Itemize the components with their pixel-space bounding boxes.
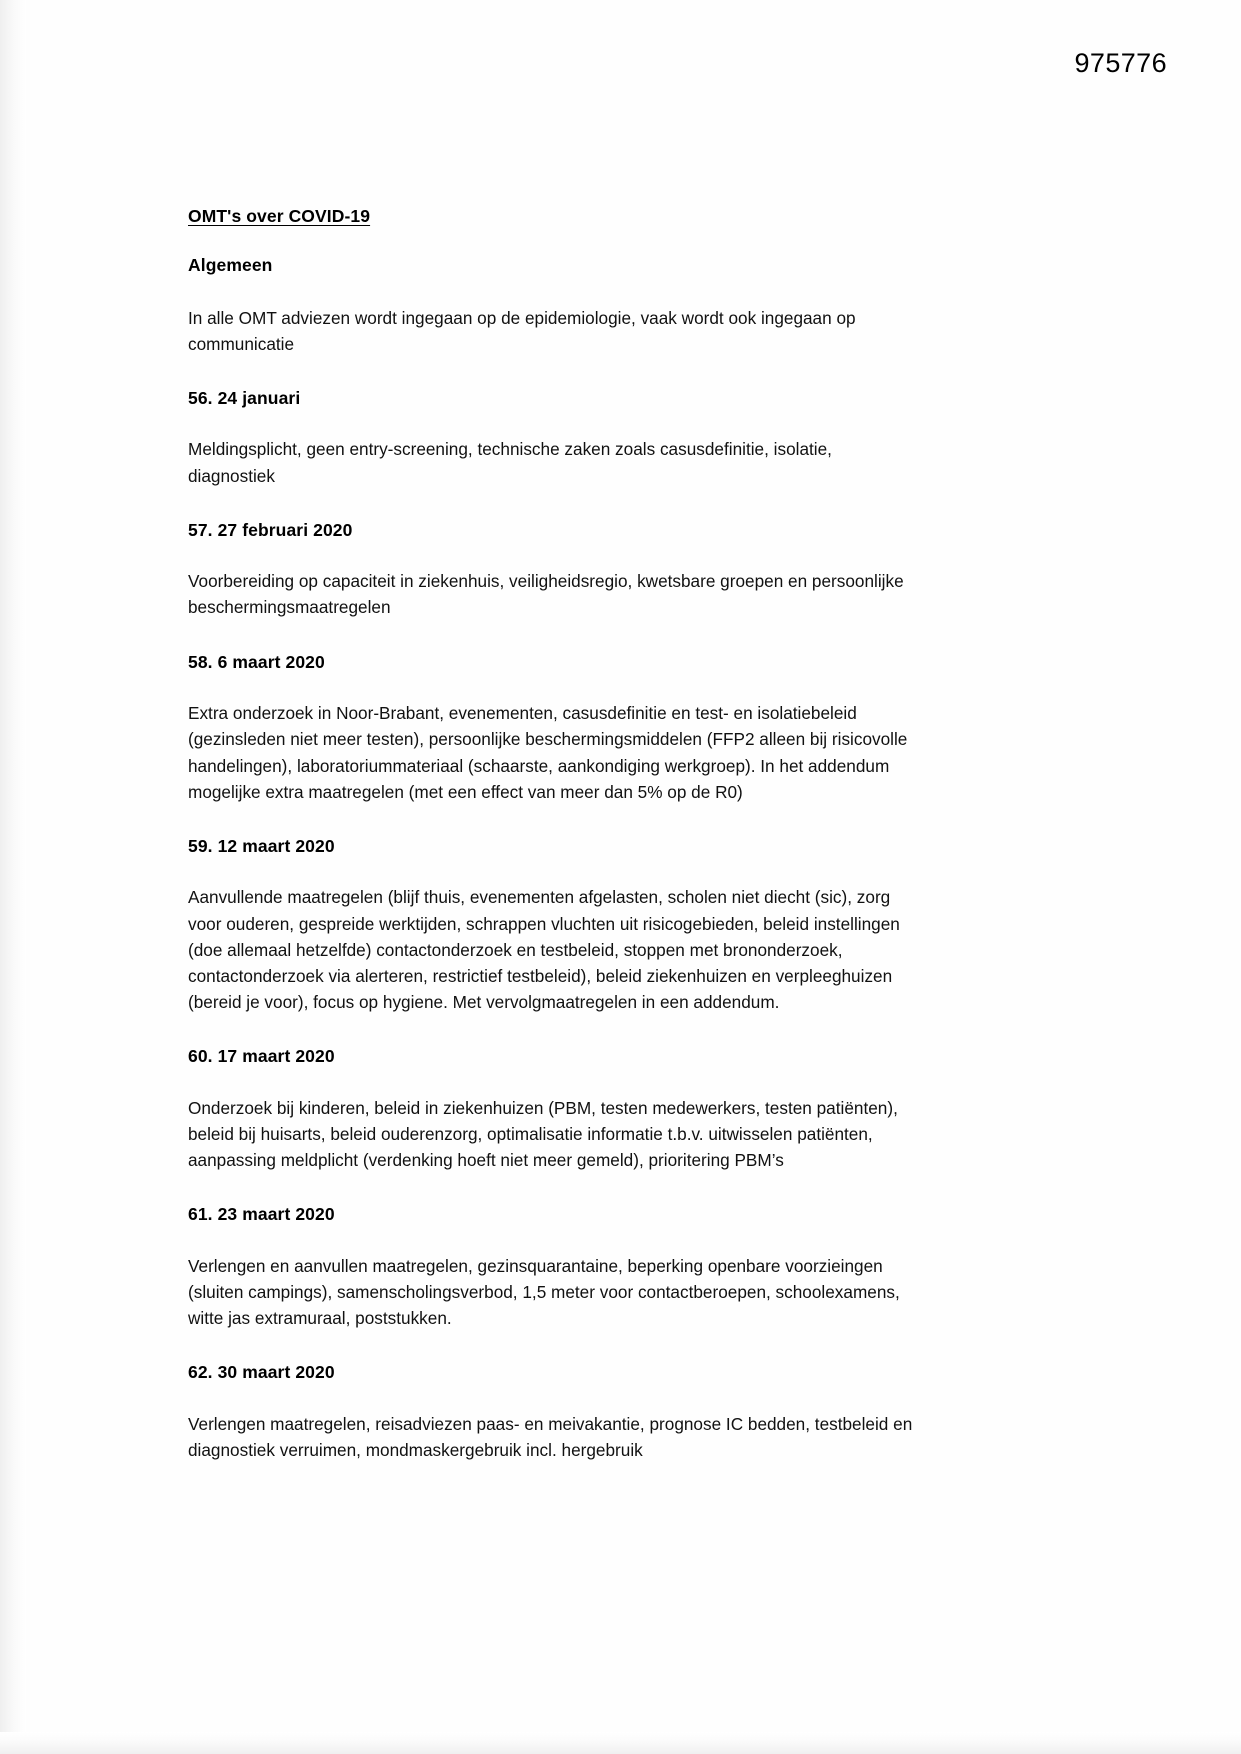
section-subheading-algemeen: Algemeen (188, 254, 273, 275)
section-heading-58: 58. 6 maart 2020 (188, 651, 325, 672)
document-body (188, 205, 914, 1463)
section-heading-60: 60. 17 maart 2020 (188, 1046, 335, 1067)
section-body-60: Onderzoek bij kinderen, beleid in ziekenhuizen (PBM, testen medewerkers, testen patiënten), beleid bij huisarts, beleid ouderenzorg, optimalisatie informatie t.b.v. uitwisselen patiënten, aanpassing meldplicht (verdenking hoeft niet meer gemeld), prioritering PBM’s (188, 1097, 898, 1171)
section-body-62: Verlengen maatregelen, reisadviezen paas- en meivakantie, prognose IC bedden, testbeleid en diagnostiek verruimen, mondmaskergebruik incl. hergebruik (188, 1413, 913, 1460)
section-body-61: Verlengen en aanvullen maatregelen, gezinsquarantaine, beperking openbare voorzieingen (sluiten campings), samenscholingsverbod, 1,5 meter voor contactberoepen, schoolexamens, witte jas extramuraal, poststukken. (188, 1255, 900, 1329)
scan-edge-left (0, 0, 26, 1754)
page-title: OMT's over COVID-19 (188, 206, 371, 226)
intro-paragraph: In alle OMT adviezen wordt ingegaan op de epidemiologie, vaak wordt ook ingegaan op communicatie (188, 307, 856, 354)
section-heading-56: 56. 24 januari (188, 387, 301, 408)
section-heading-61: 61. 23 maart 2020 (188, 1204, 335, 1225)
document-number: 975776 (1074, 48, 1167, 78)
section-heading-59: 59. 12 maart 2020 (188, 835, 335, 856)
section-body-59: Aanvullende maatregelen (blijf thuis, evenementen afgelasten, scholen niet diecht (sic), zorg voor ouderen, gespreide werktijden, schrappen vluchten uit risicogebieden, beleid instellingen (doe allemaal hetzelfde) contactonderzoek en testbeleid, stoppen met brononderzoek, contactonderzoek via alerteren, restrictief testbeleid), beleid ziekenhuizen en verpleeghuizen (bereid je voor), focus op hygiene. Met vervolgmaatregelen in een addendum. (188, 887, 900, 1012)
section-heading-57: 57. 27 februari 2020 (188, 519, 353, 540)
section-body-56: Meldingsplicht, geen entry-screening, technische zaken zoals casusdefinitie, isolatie, diagnostiek (188, 439, 832, 486)
section-body-58: Extra onderzoek in Noor-Brabant, evenementen, casusdefinitie en test- en isolatiebeleid (gezinsleden niet meer testen), persoonlijke beschermingsmiddelen (FFP2 alleen bij risicovolle handelingen), laboratoriummateriaal (schaarste, aankondiging werkgroep). In het addendum mogelijke extra maatregelen (met een effect van meer dan 5% op de R0) (188, 703, 908, 802)
scan-edge-bottom (0, 1732, 1241, 1754)
section-heading-62: 62. 30 maart 2020 (188, 1362, 335, 1383)
section-body-57: Voorbereiding op capaciteit in ziekenhuis, veiligheidsregio, kwetsbare groepen en persoonlijke beschermingsmaatregelen (188, 571, 904, 618)
